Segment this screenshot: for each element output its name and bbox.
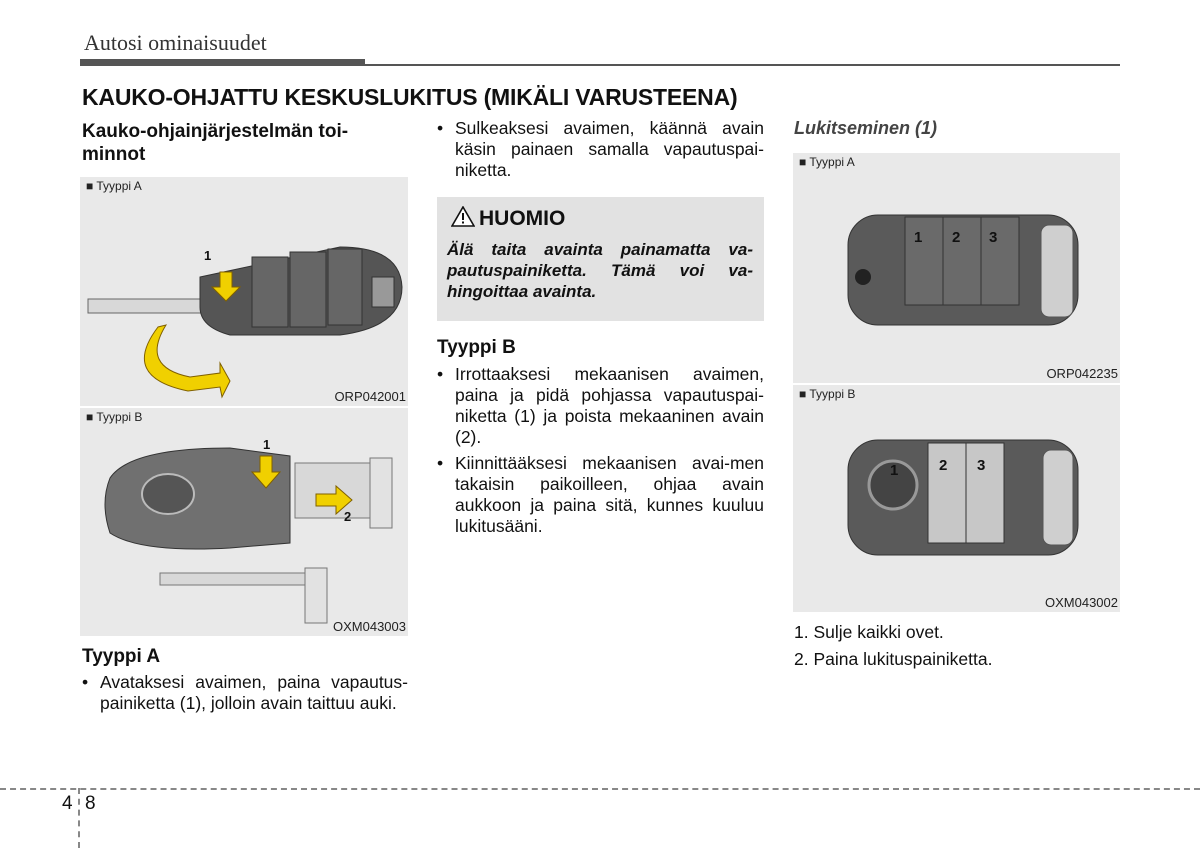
button-number-2: 2 xyxy=(939,457,948,474)
bullet-item: • Avataksesi avaimen, paina vapautus-painiketta (1), jolloin avain taittuu auki. xyxy=(82,672,408,714)
header-rule-thick xyxy=(80,59,365,66)
figure-label: ■ Tyyppi A xyxy=(799,155,855,169)
type-a-heading xyxy=(82,645,160,668)
subheading-line-2: minnot xyxy=(82,144,146,165)
header-rule-thin xyxy=(365,64,1120,66)
figure-type-b-lock xyxy=(793,385,1120,612)
locking-heading: Lukitseminen (1) xyxy=(794,118,938,138)
figure-label: ■ Tyyppi B xyxy=(799,387,856,401)
callout-number-1: 1 xyxy=(263,437,271,452)
figure-code: ORP042001 xyxy=(334,389,406,404)
page-number: 8 xyxy=(85,793,96,814)
key-fob-illustration xyxy=(793,153,1120,383)
button-number-3: 3 xyxy=(977,457,986,474)
chapter-number: 4 xyxy=(62,793,73,814)
type-b-heading-text: Tyyppi B xyxy=(437,337,516,358)
figure-label: ■ Tyyppi A xyxy=(86,179,142,193)
caution-box xyxy=(437,197,764,321)
figure-type-a-lock xyxy=(793,153,1120,383)
figure-label: ■ Tyyppi B xyxy=(86,410,143,424)
button-number-2: 2 xyxy=(952,229,961,246)
caution-header xyxy=(451,206,565,231)
key-fob-illustration xyxy=(80,408,408,636)
section-subheading xyxy=(82,120,402,166)
running-head: Autosi ominaisuudet xyxy=(84,30,267,55)
type-a-heading-text: Tyyppi A xyxy=(82,646,161,667)
warning-triangle-icon xyxy=(451,206,475,227)
bullet-item: • Sulkeaksesi avaimen, käännä avain käsin painaen samalla vapautuspai-niketta. xyxy=(437,118,764,181)
step-1: 1. Sulje kaikki ovet. xyxy=(794,622,944,642)
figure-type-a-fold xyxy=(80,177,408,406)
caution-title: HUOMIO xyxy=(479,207,566,230)
bullet-item: • Kiinnittääksesi mekaanisen avai-men takaisin paikoilleen, ohjaa avain aukkoon ja paina sitä, kunnes kuuluu lukitusääni. xyxy=(437,453,764,537)
subheading-line-1: Kauko-ohjainjärjestelmän toi- xyxy=(82,121,349,142)
callout-number: 1 xyxy=(204,248,212,263)
footer-divider xyxy=(0,788,1200,790)
callout-number-2: 2 xyxy=(344,509,352,524)
page-title: KAUKO-OHJATTU KESKUSLUKITUS (MIKÄLI VARUSTEENA) xyxy=(82,84,738,110)
figure-code: OXM043003 xyxy=(333,619,406,634)
footer-vertical-divider xyxy=(78,788,80,848)
bullet-item: • Irrottaaksesi mekaanisen avaimen, paina ja pidä pohjassa vapautuspai-niketta (1) ja poista mekaaninen avain (2). xyxy=(437,364,764,448)
figure-code: OXM043002 xyxy=(1045,595,1118,610)
type-a-instructions xyxy=(82,672,408,714)
figure-code: ORP042235 xyxy=(1046,366,1118,381)
key-fob-illustration xyxy=(80,177,408,406)
button-number-1: 1 xyxy=(890,462,899,479)
fold-instructions xyxy=(437,118,764,181)
button-number-3: 3 xyxy=(989,229,998,246)
key-fob-illustration xyxy=(793,385,1120,612)
type-b-heading xyxy=(437,336,516,359)
step-2: 2. Paina lukituspainiketta. xyxy=(794,649,993,669)
caution-text: Älä taita avainta painamatta va-pautuspainiketta. Tämä voi va-hingoittaa avainta. xyxy=(447,240,753,301)
type-b-instructions xyxy=(437,364,764,537)
button-number-1: 1 xyxy=(914,229,923,246)
figure-type-b-remove xyxy=(80,408,408,636)
